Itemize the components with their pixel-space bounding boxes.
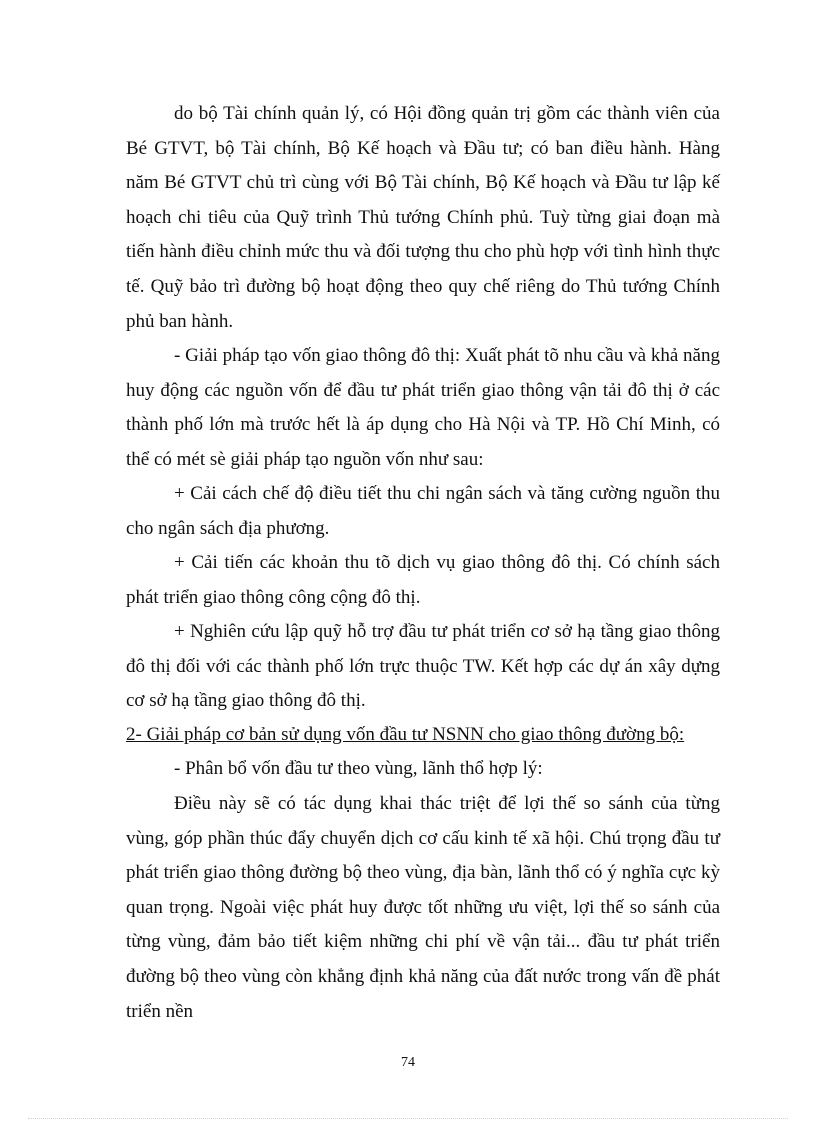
paragraph-support-fund: + Nghiên cứu lập quỹ hỗ trợ đầu tư phát triển cơ sở hạ tầng giao thông đô thị đối với các thành phố lớn trực thuộc TW. Kết hợp các dự án xây dựng cơ sở hạ tầng giao thông đô thị. — [126, 621, 720, 712]
paragraph-fund-management: do bộ Tài chính quản lý, có Hội đồng quản trị gồm các thành viên của Bé GTVT, bộ Tài chính, Bộ Kế hoạch và Đầu tư; có ban điều hành. Hàng năm Bé GTVT chủ trì cùng với Bộ Tài chính, Bộ Kế hoạch và Đầu tư lập kế hoạch chi tiêu của Quỹ trình Thủ tướng Chính phủ. Tuỳ từng giai đoạn mà tiến hành điều chỉnh mức thu và đối tượng thu cho phù hợp với tình hình thực tế. Quỹ bảo trì đường bộ hoạt động theo quy chế riêng do Thủ tướng Chính phủ ban hành. — [126, 103, 720, 332]
footer-divider — [28, 1118, 788, 1119]
paragraph-regional-allocation: - Phân bổ vốn đầu tư theo vùng, lãnh thổ hợp lý: — [174, 758, 543, 779]
page-number: 74 — [401, 1055, 415, 1070]
paragraph-service-revenue: + Cải tiến các khoản thu tõ dịch vụ giao thông đô thị. Có chính sách phát triển giao thông công cộng đô thị. — [126, 552, 720, 608]
paragraph-urban-transport-capital: - Giải pháp tạo vốn giao thông đô thị: Xuất phát tõ nhu cầu và khả năng huy động các nguồn vốn để đầu tư phát triển giao thông vận tải đô thị ở các thành phố lớn mà trước hết là áp dụng cho Hà Nội và TP. Hồ Chí Minh, có thể có mét sè giải pháp tạo nguồn vốn như sau: — [126, 345, 720, 470]
section-heading: 2- Giải pháp cơ bản sử dụng vốn đầu tư NSNN cho giao thông đường bộ: — [126, 724, 685, 745]
paragraph-regional-advantage: Điều này sẽ có tác dụng khai thác triệt để lợi thế so sánh của từng vùng, góp phần thúc đẩy chuyển dịch cơ cấu kinh tế xã hội. Chú trọng đầu tư phát triển giao thông đường bộ theo vùng, địa bàn, lãnh thổ có ý nghĩa cực kỳ quan trọng. Ngoài việc phát huy được tốt những ưu việt, lợi thế so sánh của từng vùng, đảm bảo tiết kiệm những chi phí về vận tải... đầu tư phát triển đường bộ theo vùng còn khẳng định khả năng của đất nước trong vấn đề phát triển nền — [126, 793, 720, 1022]
paragraph-budget-reform: + Cải cách chế độ điều tiết thu chi ngân sách và tăng cường nguồn thu cho ngân sách địa phương. — [126, 483, 720, 539]
